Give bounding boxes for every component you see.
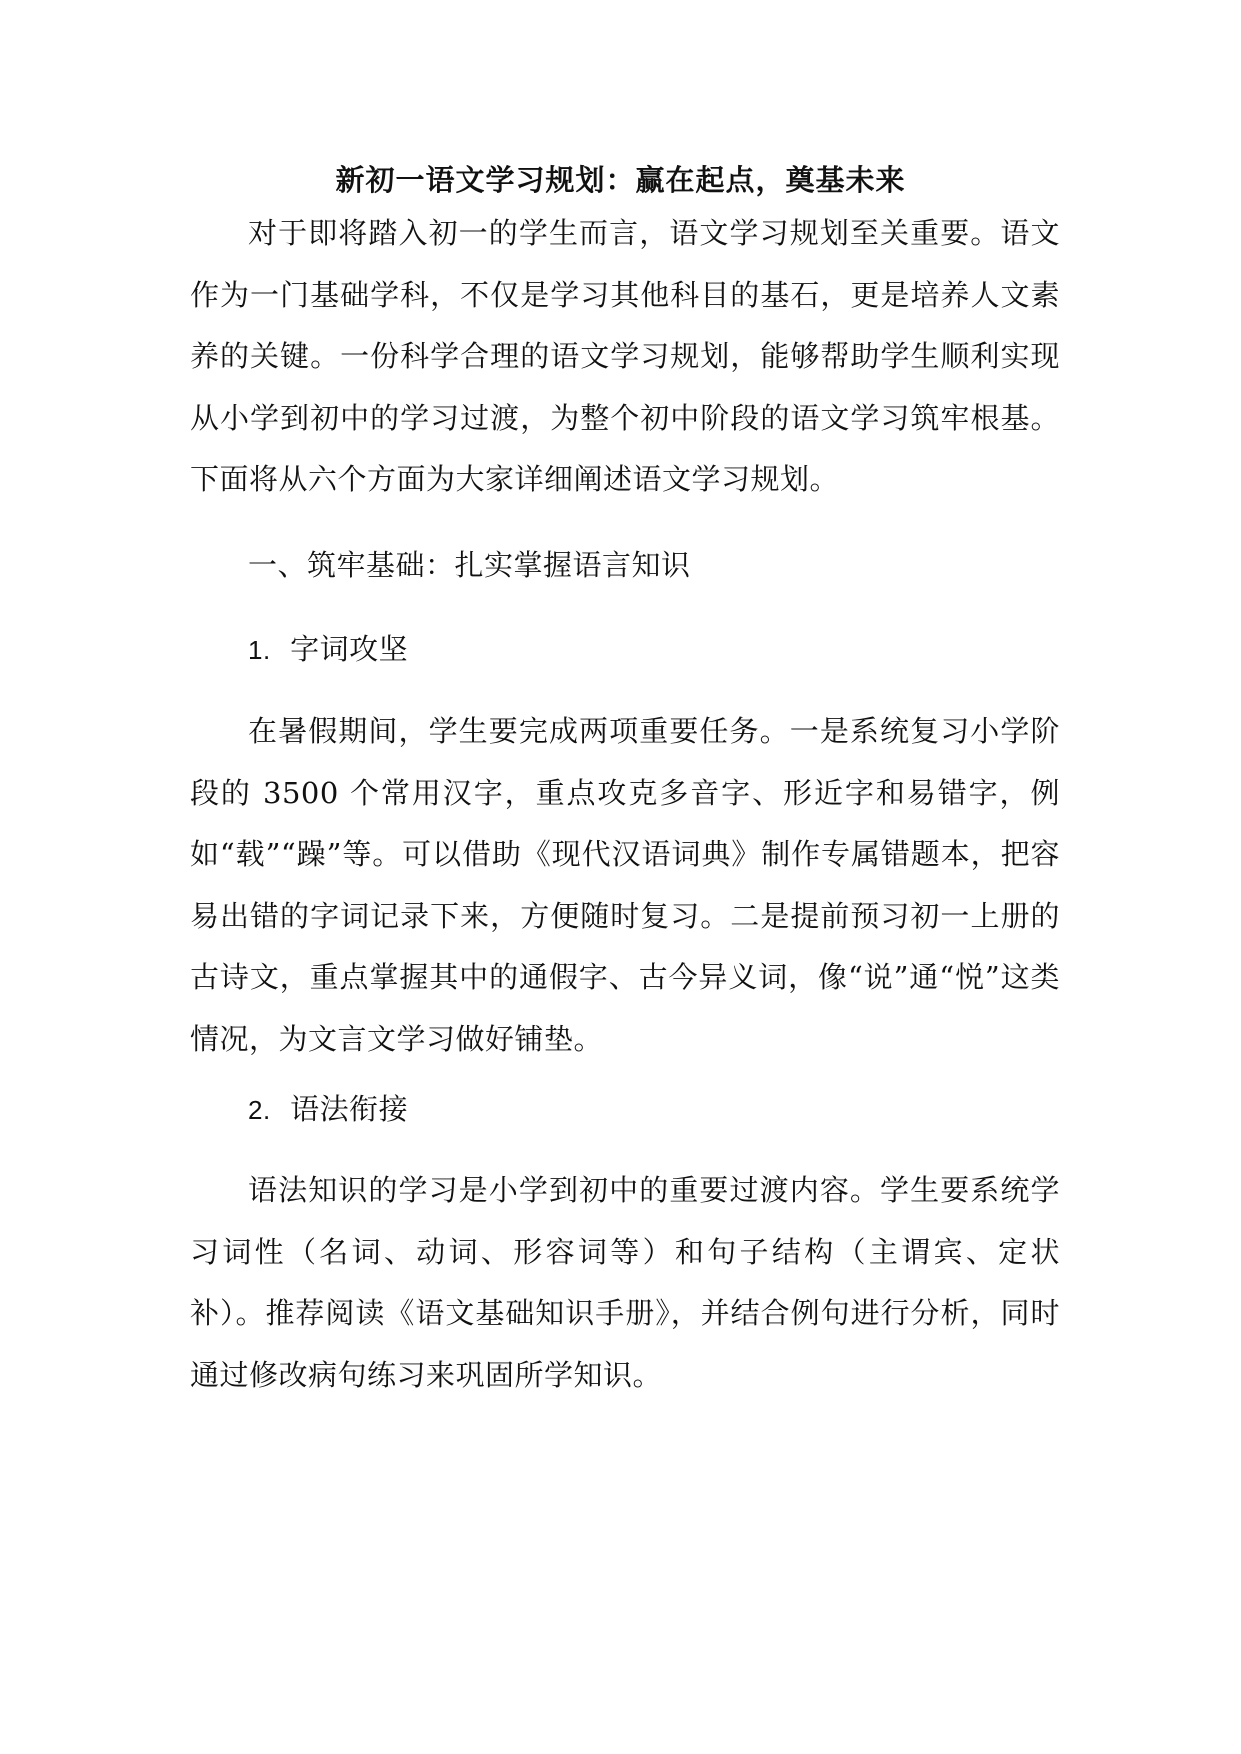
subheading-1-number: 1. — [248, 635, 271, 665]
body-paragraph-2: 语法知识的学习是小学到初中的重要过渡内容。学生要系统学习词性（名词、动词、形容词等）和句子结构（主谓宾、定状补）。推荐阅读《语文基础知识手册》，并结合例句进行分析，同时通过修改病句练习来巩固所学知识。 — [190, 1173, 1060, 1392]
intro-paragraph: 对于即将踏入初一的学生而言，语文学习规划至关重要。语文作为一门基础学科，不仅是学习其他科目的基石，更是培养人文素养的关键。一份科学合理的语文学习规划，能够帮助学生顺利实现从小学到初中的学习过渡，为整个初中阶段的语文学习筑牢根基。下面将从六个方面为大家详细阐述语文学习规划。 — [190, 216, 1060, 496]
body-paragraph-1: 在暑假期间，学生要完成两项重要任务。一是系统复习小学阶段的 3500 个常用汉字，重点攻克多音字、形近字和易错字，例如“载”“躁”等。可以借助《现代汉语词典》制作专属错题本，把容易出错的字词记录下来，方便随时复习。二是提前预习初一上册的古诗文，重点掌握其中的通假字、古今异义词，像“说”通“悦”这类情况，为文言文学习做好铺垫。 — [190, 714, 1060, 1056]
subheading-1-title: 字词攻坚 — [290, 632, 409, 666]
subheading-2 — [248, 1089, 408, 1130]
section-heading-1: 一、筑牢基础：扎实掌握语言知识 — [248, 548, 691, 582]
subheading-2-number: 2. — [248, 1095, 271, 1125]
document-title: 新初一语文学习规划：赢在起点，奠基未来 — [335, 163, 906, 197]
subheading-2-title: 语法衔接 — [290, 1092, 409, 1126]
subheading-1 — [248, 629, 408, 670]
